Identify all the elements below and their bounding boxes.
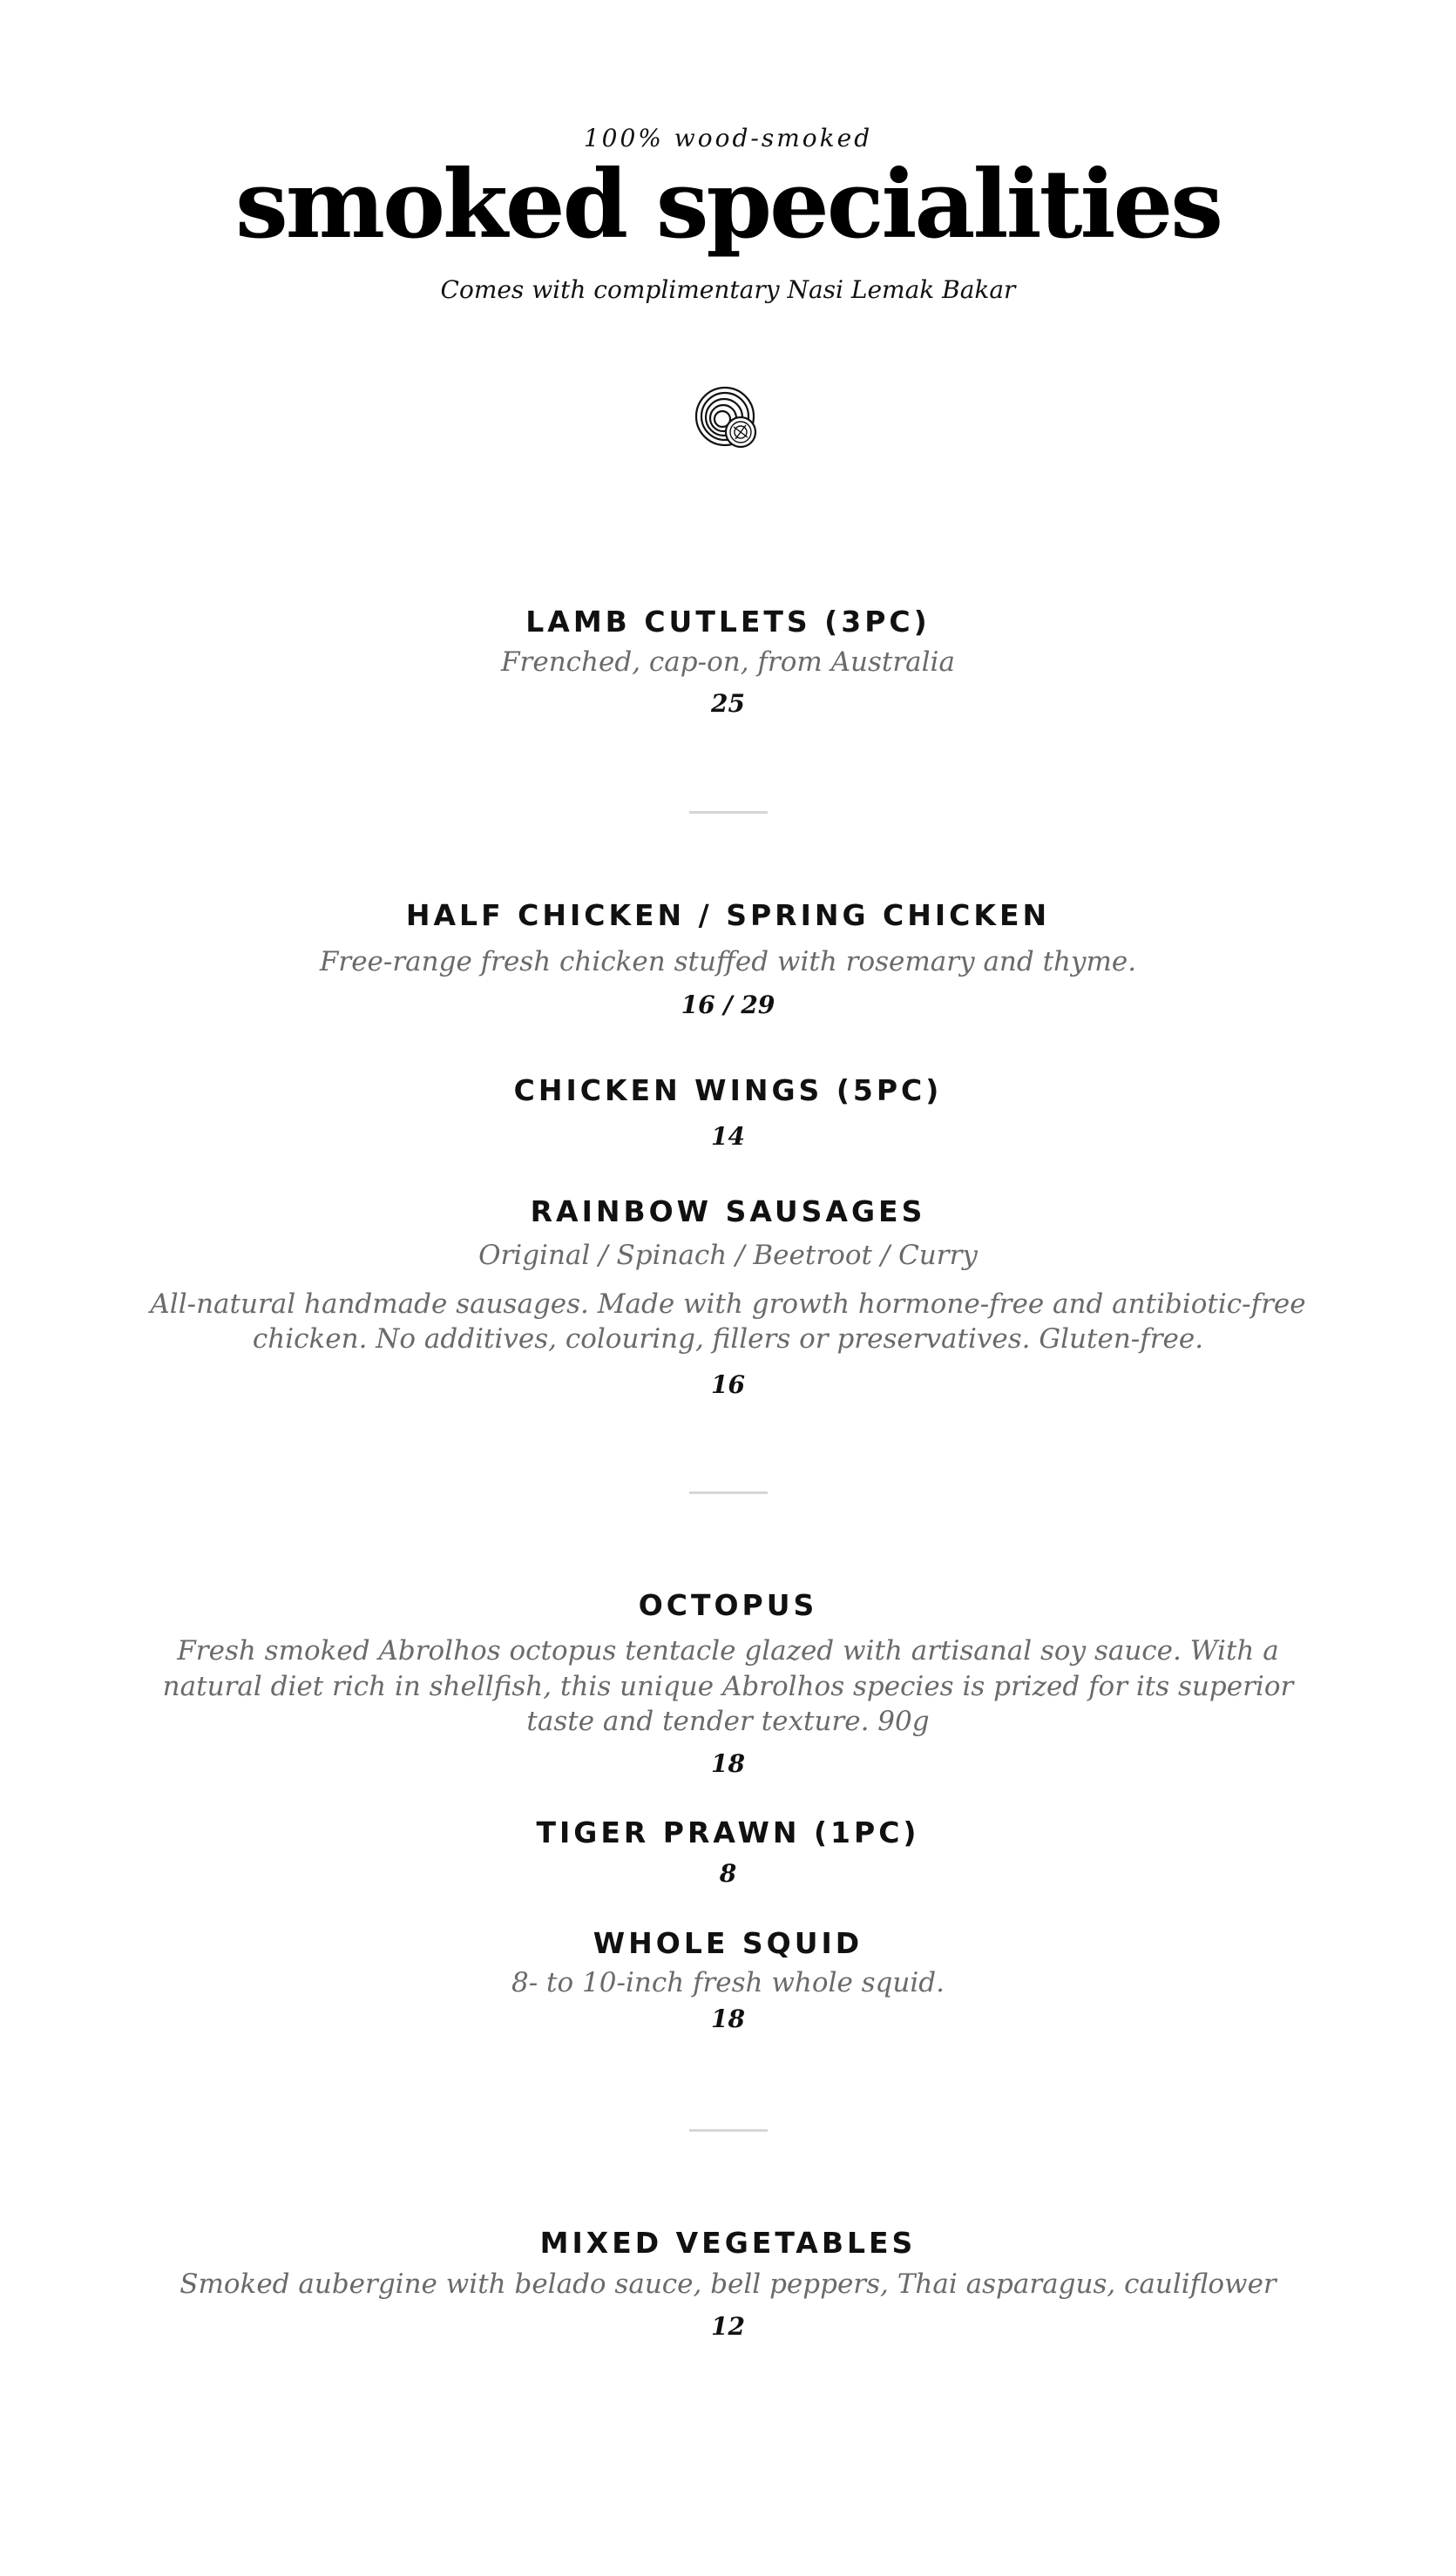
menu-item-price: 18 (711, 2005, 745, 2033)
menu-item-price: 25 (711, 689, 745, 718)
section-divider (689, 811, 768, 814)
menu-item-name: HALF CHICKEN / SPRING CHICKEN (405, 898, 1051, 932)
menu-item-price: 12 (711, 2312, 745, 2341)
menu-item-description: natural diet rich in shellfish, this unique Abrolhos species is prized for its superior (162, 1671, 1294, 1702)
menu-item-description: Free-range fresh chicken stuffed with rosemary and thyme. (319, 946, 1137, 977)
menu-item-name: CHICKEN WINGS (5PC) (513, 1073, 943, 1107)
menu-item-description: All-natural handmade sausages. Made with growth hormone-free and antibiotic-free (150, 1288, 1306, 1320)
menu-item-price: 14 (711, 1122, 745, 1151)
menu-item-name: MIXED VEGETABLES (539, 2226, 917, 2260)
menu-item-name: TIGER PRAWN (1PC) (536, 1815, 920, 1849)
menu-item-variants: Original / Spinach / Beetroot / Curry (478, 1240, 978, 1271)
menu-item-price: 18 (711, 1749, 745, 1778)
menu-item-price: 8 (719, 1859, 737, 1888)
menu-item-name: RAINBOW SAUSAGES (530, 1194, 926, 1228)
menu-item-price: 16 (711, 1370, 745, 1399)
menu-item-price: 16 / 29 (681, 991, 775, 1019)
section-divider (689, 1491, 768, 1494)
wood-log-icon (694, 385, 763, 455)
menu-item-name: WHOLE SQUID (593, 1926, 863, 1960)
menu-item-name: OCTOPUS (638, 1588, 818, 1622)
menu-subtitle: Comes with complimentary Nasi Lemak Bakar (440, 275, 1016, 304)
menu-kicker: 100% wood-smoked (583, 124, 873, 152)
menu-item-description: Frenched, cap-on, from Australia (501, 646, 955, 678)
menu-title: smoked specialities (234, 150, 1222, 260)
menu-item-description: Fresh smoked Abrolhos octopus tentacle glazed with artisanal soy sauce. With a (177, 1635, 1279, 1667)
menu-item-description: chicken. No additives, colouring, fillers or preservatives. Gluten-free. (252, 1323, 1204, 1355)
menu-item-name: LAMB CUTLETS (3PC) (525, 605, 931, 639)
menu-item-description: Smoked aubergine with belado sauce, bell peppers, Thai asparagus, cauliflower (179, 2268, 1277, 2300)
section-divider (689, 2129, 768, 2132)
menu-item-description: 8- to 10-inch fresh whole squid. (511, 1967, 945, 1998)
menu-item-description: taste and tender texture. 90g (526, 1706, 930, 1737)
